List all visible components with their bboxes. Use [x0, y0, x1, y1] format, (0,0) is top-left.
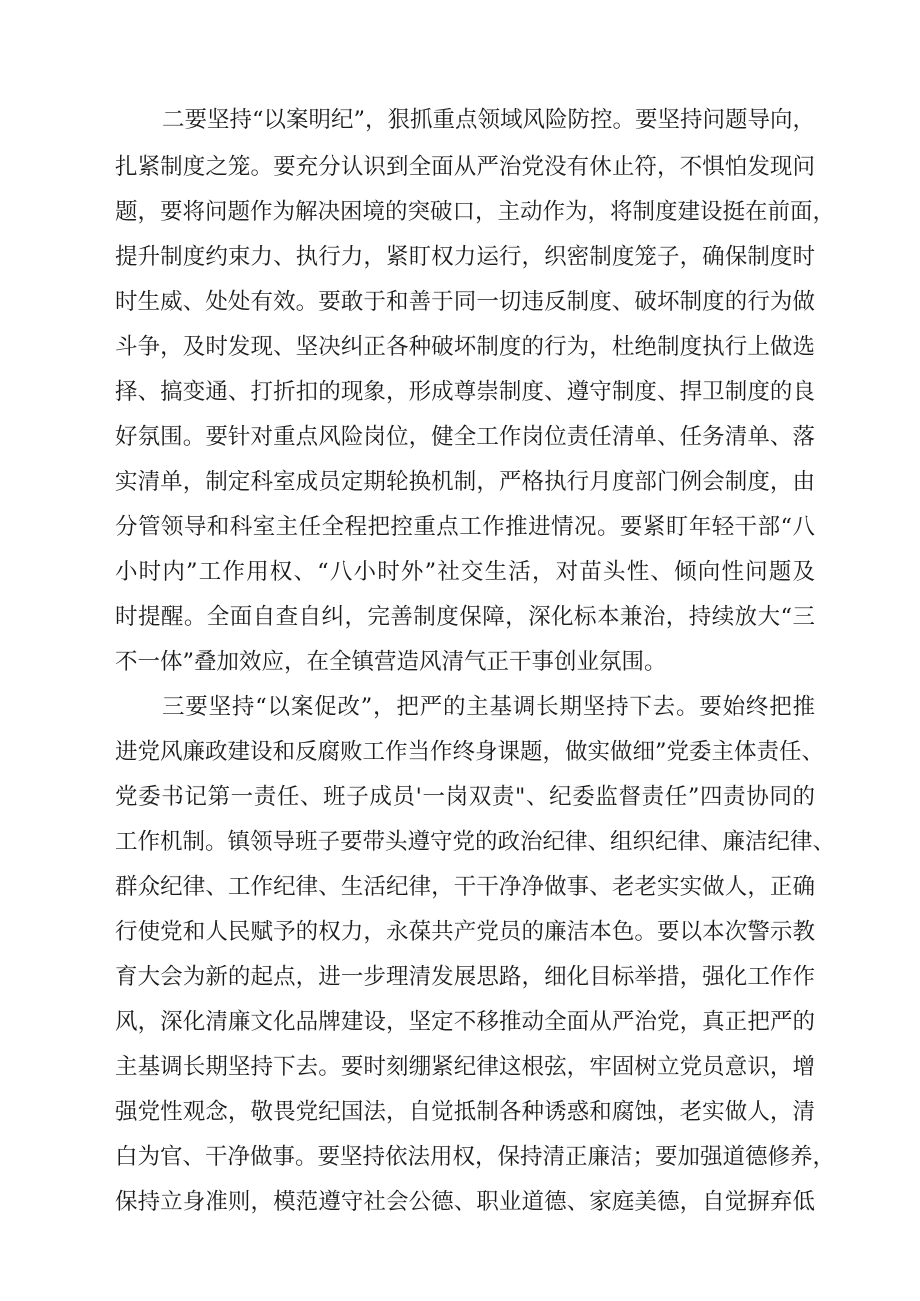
- paragraph-2-line-10: 分管领导和科室主任全程把控重点工作推进情况。要紧盯年轻干部“八: [115, 514, 815, 540]
- paragraph-2-line-7: 择、搞变通、打折扣的现象，形成尊崇制度、遵守制度、捍卫制度的良: [115, 379, 815, 405]
- paragraph-3-line-2: 进党风廉政建设和反腐败工作当作终身课题，做实做细”党委主体责任、: [115, 739, 825, 765]
- paragraph-2-line-13: 不一体”叠加效应，在全镇营造风清气正干事创业氛围。: [115, 649, 667, 675]
- paragraph-3-line-11: 白为官、干净做事。要坚持依法用权，保持清正廉洁；要加强道德修养，: [115, 1144, 836, 1170]
- paragraph-3-line-12: 保持立身准则，模范遵守社会公德、职业道德、家庭美德，自觉摒弃低: [115, 1189, 815, 1215]
- paragraph-2-line-3: 题，要将问题作为解决困境的突破口，主动作为，将制度建设挺在前面，: [115, 199, 836, 225]
- paragraph-2-line-5: 时生威、处处有效。要敢于和善于同一切违反制度、破坏制度的行为做: [115, 289, 815, 315]
- paragraph-2-line-2: 扎紧制度之笼。要充分认识到全面从严治党没有休止符，不惧怕发现问: [115, 154, 815, 180]
- paragraph-3-line-1: 三要坚持“以案促改”，把严的主基调长期坚持下去。要始终把推: [162, 694, 815, 720]
- paragraph-2-line-8: 好氛围。要针对重点风险岗位，健全工作岗位责任清单、任务清单、落: [115, 424, 815, 450]
- paragraph-2-line-9: 实清单，制定科室成员定期轮换机制，严格执行月度部门例会制度，由: [115, 469, 815, 495]
- paragraph-3-line-8: 风，深化清廉文化品牌建设，坚定不移推动全面从严治党，真正把严的: [115, 1009, 815, 1035]
- paragraph-2-line-4: 提升制度约束力、执行力，紧盯权力运行，织密制度笼子，确保制度时: [115, 244, 815, 270]
- paragraph-3-line-4: 工作机制。镇领导班子要带头遵守党的政治纪律、组织纪律、廉洁纪律、: [115, 829, 836, 855]
- paragraph-2-line-6: 斗争，及时发现、坚决纠正各种破坏制度的行为，杜绝制度执行上做选: [115, 334, 815, 360]
- paragraph-2-line-11: 小时内”工作用权、“八小时外”社交生活，对苗头性、倾向性问题及: [115, 559, 815, 585]
- paragraph-3-line-10: 强党性观念，敬畏党纪国法，自觉抵制各种诱惑和腐蚀，老实做人，清: [115, 1099, 815, 1125]
- paragraph-3-line-6: 行使党和人民赋予的权力，永葆共产党员的廉洁本色。要以本次警示教: [115, 919, 815, 945]
- paragraph-3-line-9: 主基调长期坚持下去。要时刻绷紧纪律这根弦，牢固树立党员意识，增: [115, 1054, 815, 1080]
- paragraph-3-line-5: 群众纪律、工作纪律、生活纪律，干干净净做事、老老实实做人，正确: [115, 874, 815, 900]
- paragraph-3-line-3: 党委书记第一责任、班子成员'一岗双责"、纪委监督责任”四责协同的: [115, 784, 815, 810]
- paragraph-3-line-7: 育大会为新的起点，进一步理清发展思路，细化目标举措，强化工作作: [115, 964, 815, 990]
- paragraph-2-line-12: 时提醒。全面自查自纠，完善制度保障，深化标本兼治，持续放大“三: [115, 604, 815, 630]
- paragraph-2-line-1: 二要坚持“以案明纪”，狠抓重点领域风险防控。要坚持问题导向，: [162, 107, 816, 133]
